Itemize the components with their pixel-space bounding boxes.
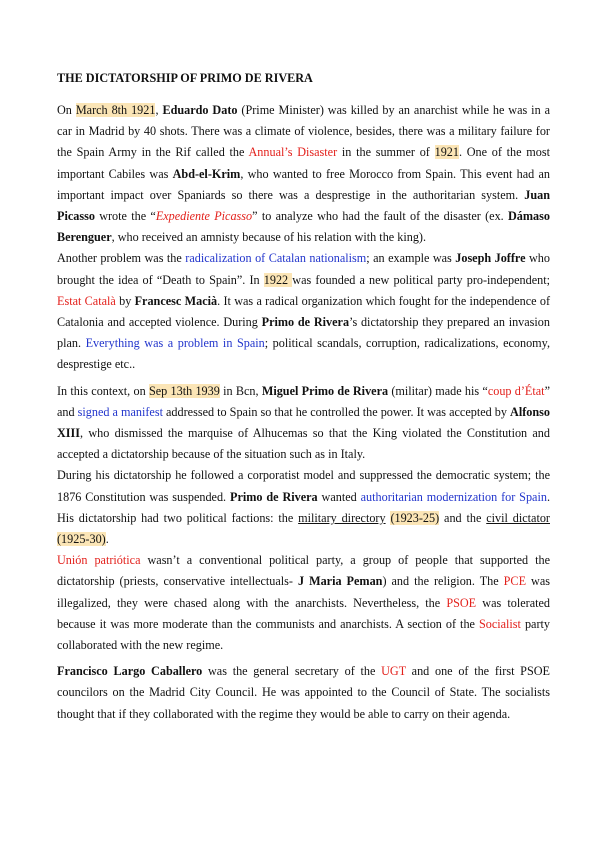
red-term: coup d’État — [487, 383, 545, 398]
highlight-date: Sep 13th 1939 — [148, 383, 220, 398]
highlight-year: 1922 — [263, 272, 293, 287]
document-body — [57, 70, 550, 725]
blue-term: Everything was a problem in Spain — [85, 336, 265, 351]
blue-term: signed a manifest — [77, 404, 163, 419]
red-term: Unión patriótica — [57, 553, 141, 568]
red-term: PSOE — [446, 595, 477, 610]
highlight-year: 1921 — [434, 145, 459, 160]
paragraph-largo: Francisco Largo Caballero was the general secretary of the UGT and one of the first PSOE councilors on the Madrid City Council. He was appointed to the Council of State. The socialists thought that if they collaborated with the regime they would be able to carry on their agenda. — [57, 664, 550, 721]
paragraph-coup: In this context, on Sep 13th 1939 in Bcn, Miguel Primo de Rivera (militar) made his “coup d’État” and signed a manifest addressed to Spain so that he controlled the power. It was accepted by Alfonso XIII, who dismissed the marquise of Alhucemas so that the King violated the Constitution and accepted a dictatorship because of the situation such as in Italy. — [57, 383, 550, 462]
red-term: UGT — [381, 664, 406, 679]
blue-term: authoritarian modernization for Spain — [360, 489, 547, 504]
highlight-years: (1925-30) — [57, 532, 106, 547]
red-term: Expediente Picasso — [155, 209, 253, 224]
paragraph-dato: On March 8th 1921, Eduardo Dato (Prime Minister) was killed by an anarchist while he was in a car in Madrid by 40 shots. There was a climate of violence, besides, there was a military failure for the Spain Army in the Rif called the Annual’s Disaster in the summer of 1921. One of the most important Cabiles was Abd-el-Krim, who wanted to free Morocco from Spain. This event had an important impact over Spaniards so there was a desprestige in the authoritarian system. Juan Picasso wrote the “Expediente Picasso” to analyze who had the fault of the disaster (ex. Dámaso Berenguer, who received an amnisty because of his relation with the king). — [57, 103, 550, 245]
document-title: THE DICTATORSHIP OF PRIMO DE RIVERA — [57, 71, 313, 85]
highlight-years: (1923-25) — [390, 510, 440, 525]
highlight-date: March 8th 1921 — [75, 103, 156, 117]
paragraph-catalan: Another problem was the radicalization of Catalan nationalism; an example was Joseph Joffre who brought the idea of “Death to Spain”. In 1922 was founded a new political party pro-independent; Estat Català by Francesc Macià. It was a radical organization which fought for the independence of Catalonia and accepted violence. During Primo de Rivera’s dictatorship they prepared an invasion plan. Everything was a problem in Spain; political scandals, corruption, radicalizations, economy, desprestige etc.. — [57, 251, 551, 372]
blue-term: radicalization of Catalan nationalism — [185, 251, 367, 266]
red-term: Socialist — [478, 616, 521, 631]
paragraph-dictatorship: During his dictatorship he followed a corporatist model and suppressed the democratic system; the 1876 Constitution was suspended. Primo de Rivera wanted authoritarian modernization for Spain. His dictatorship had two political factions: the military directory (1923-25) and the civil dictator (1925-30). — [57, 468, 550, 547]
red-term: Annual’s Disaster — [248, 145, 338, 160]
paragraph-union: Unión patriótica wasn’t a conventional political party, a group of people that supported the dictatorship (priests, conservative intellectuals- J Maria Peman) and the religion. The PCE was illegalized, they were chased along with the anarchists. Nevertheless, the PSOE was tolerated because it was more moderate than the communists and anarchists. A section of the Socialist party collaborated with the new regime. — [57, 553, 550, 653]
red-term: Estat Català — [57, 293, 116, 308]
red-term: PCE — [503, 574, 527, 589]
